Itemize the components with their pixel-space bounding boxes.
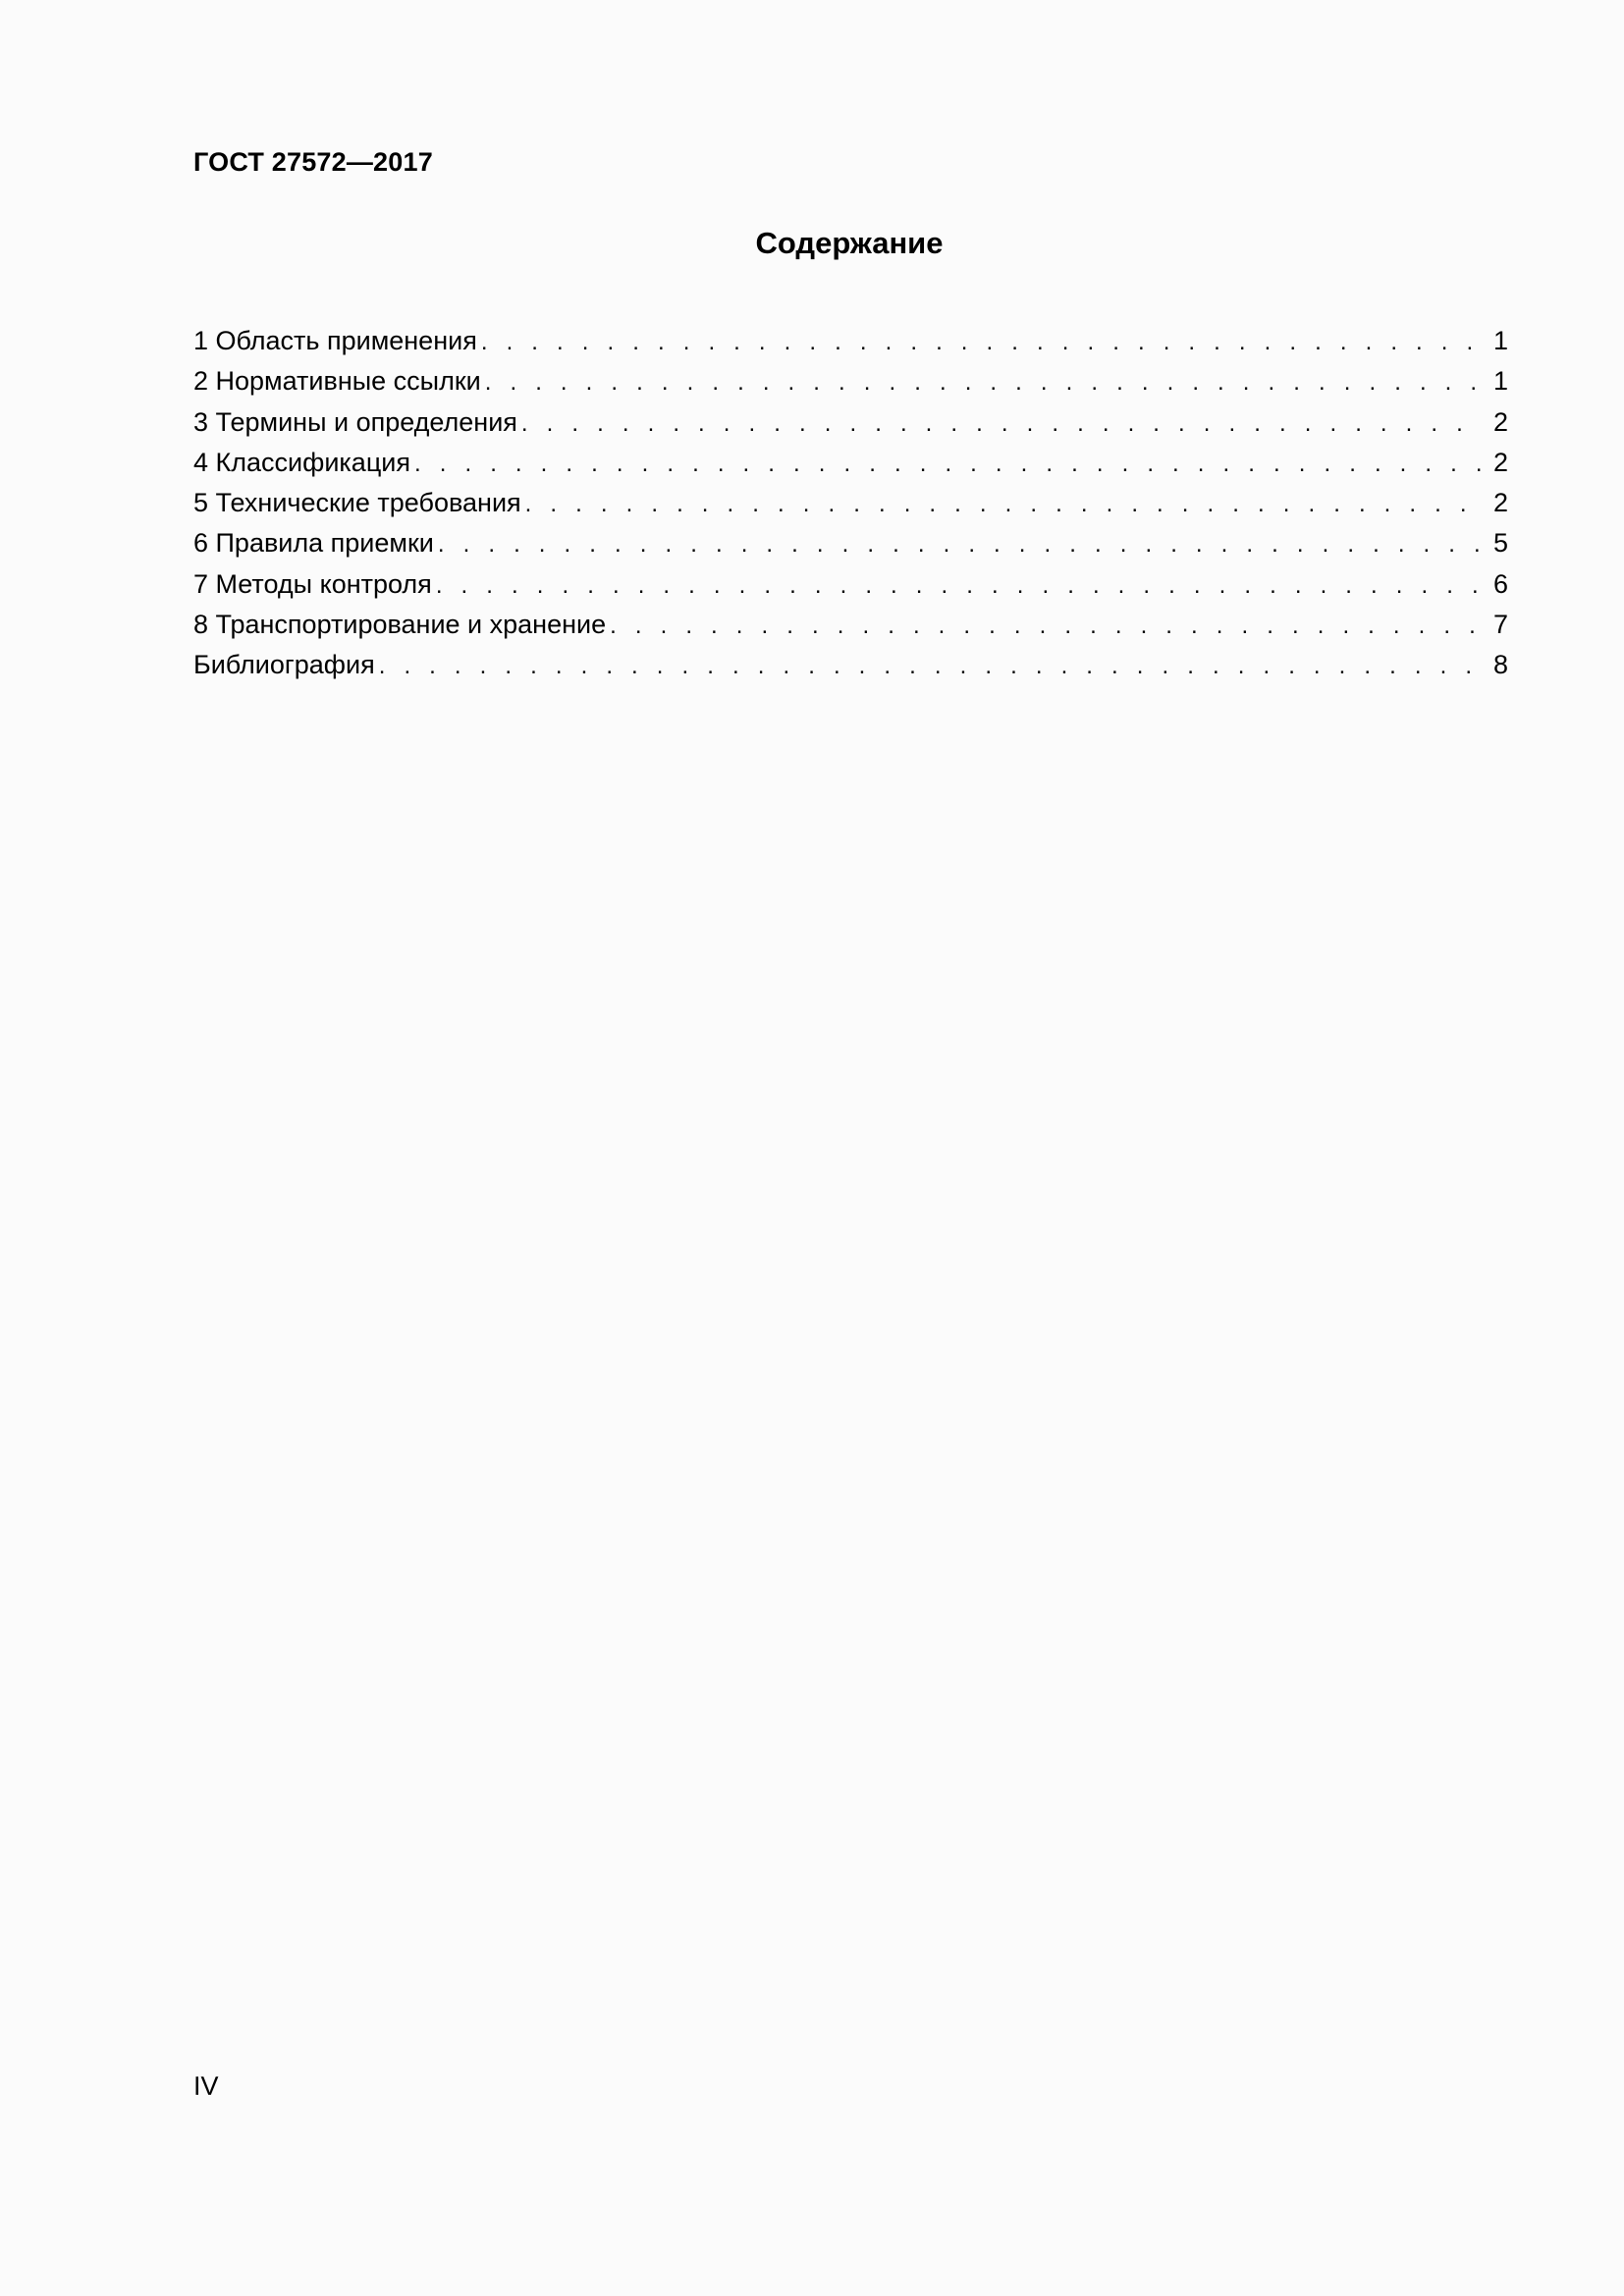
toc-entry[interactable]: [193, 324, 1508, 364]
toc-title: Содержание: [755, 226, 944, 260]
toc-entry-page: 1: [1492, 366, 1508, 397]
toc-leader-dots: [610, 610, 1481, 643]
toc-entry-page: 7: [1492, 610, 1508, 640]
toc-entry-label: 5 Технические требования: [193, 488, 521, 518]
toc-entry[interactable]: [193, 405, 1508, 446]
toc-leader-dots: [525, 488, 1481, 521]
toc-entry-label: 1 Область применения: [193, 326, 477, 355]
toc-entry-label: 8 Транспортирование и хранение: [193, 610, 607, 640]
toc-entry-page: 2: [1492, 488, 1508, 518]
toc-entry-label: 4 Классификация: [193, 447, 410, 477]
toc-entry[interactable]: [193, 364, 1508, 404]
toc-leader-dots: [481, 326, 1481, 359]
toc-entry-page: 2: [1492, 447, 1508, 477]
toc-entry-page: 1: [1492, 326, 1508, 355]
toc-entry[interactable]: [193, 608, 1508, 648]
toc-entry[interactable]: [193, 526, 1508, 566]
table-of-contents: [193, 324, 1508, 689]
toc-leader-dots: [521, 407, 1481, 441]
toc-entry-label: 7 Методы контроля: [193, 568, 432, 599]
toc-entry-label: Библиография: [193, 650, 375, 680]
toc-entry-page: 5: [1492, 528, 1508, 559]
toc-entry-label: 2 Нормативные ссылки: [193, 366, 481, 397]
toc-leader-dots: [485, 366, 1481, 400]
page-number: IV: [193, 2071, 219, 2101]
toc-entry-page: 8: [1492, 650, 1508, 680]
toc-leader-dots: [436, 569, 1481, 603]
toc-entry[interactable]: [193, 648, 1508, 688]
toc-leader-dots: [414, 448, 1481, 481]
toc-entry[interactable]: [193, 567, 1508, 608]
toc-entry[interactable]: [193, 446, 1508, 486]
toc-entry-label: 3 Термины и определения: [193, 406, 517, 437]
toc-entry-page: 6: [1492, 568, 1508, 599]
document-code: ГОСТ 27572—2017: [193, 147, 433, 177]
toc-entry-label: 6 Правила приемки: [193, 528, 434, 559]
toc-leader-dots: [379, 650, 1481, 683]
toc-entry-page: 2: [1492, 406, 1508, 437]
toc-leader-dots: [438, 528, 1481, 561]
toc-entry[interactable]: [193, 486, 1508, 526]
